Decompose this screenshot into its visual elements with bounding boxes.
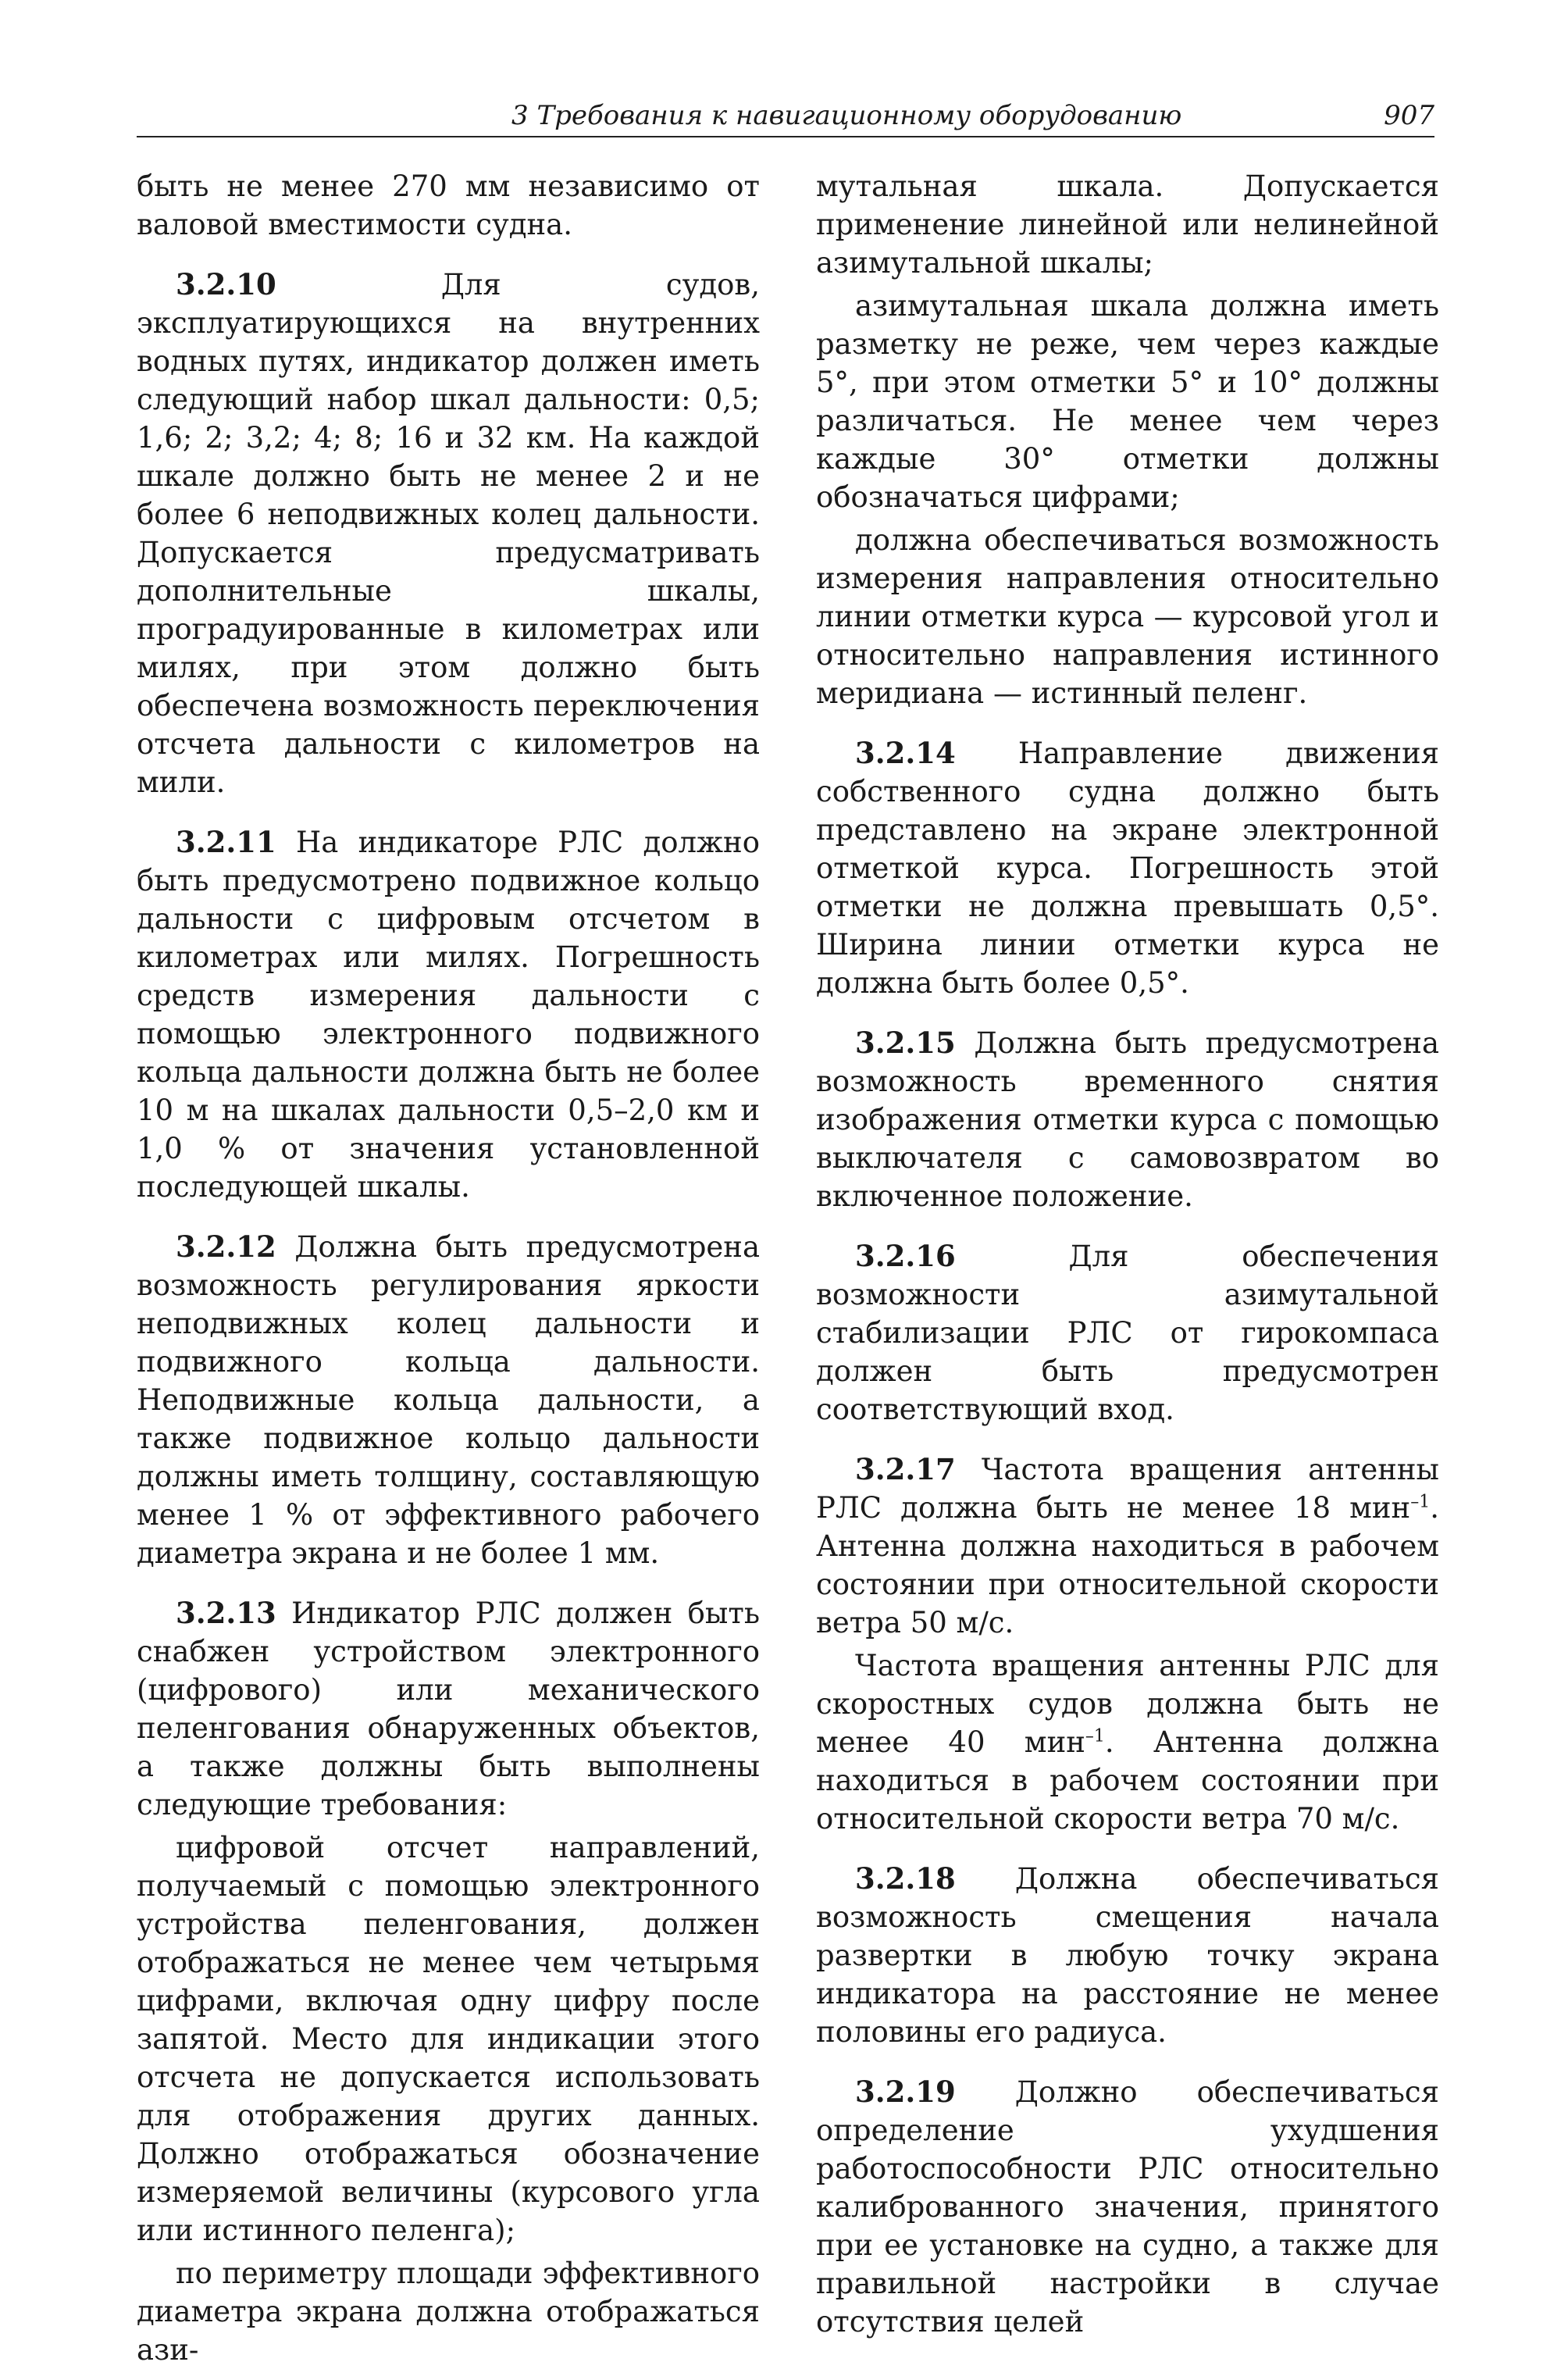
- page-number: 907: [1384, 100, 1434, 131]
- clause-text: Индикатор РЛС должен быть снабжен устройством электронного (цифрового) или механического пеленгования обнаруженных объектов, а также должны быть выполнены следующие требования:: [137, 1597, 760, 1821]
- clause-text: . Антенна должна находиться в рабочем состоянии при относительной скорости ветра 50 м/с.: [816, 1491, 1439, 1639]
- clause-number: 3.2.14: [855, 736, 956, 770]
- superscript: –1: [1085, 1726, 1105, 1746]
- clause-3-2-10: [137, 266, 760, 801]
- paragraph: [816, 1647, 1439, 1838]
- clause-number: 3.2.10: [176, 267, 276, 301]
- clause-text: Направление движения собственного судна должно быть представлено на экране электронной отметкой курса. Погрешность этой отметки не должна превышать 0,5°. Ширина линии отметки курса не должна быть более 0,5°.: [816, 737, 1440, 1000]
- clause-number: 3.2.12: [176, 1229, 276, 1264]
- list-item: азимутальная шкала должна иметь разметку не реже, чем через каждые 5°, при этом отметки 5° и 10° должны различаться. Не менее чем через каждые 30° отметки должны обозначаться цифрами;: [816, 289, 1439, 514]
- clause-text: Для обеспечения возможности азимутальной стабилизации РЛС от гирокомпаса должен быть предусмотрен соответствующий вход.: [816, 1240, 1440, 1426]
- clause-3-2-14: [816, 734, 1439, 1002]
- running-header: [137, 100, 1434, 137]
- right-column: [816, 167, 1439, 2341]
- clause-text: Должна обеспечиваться возможность смещения начала развертки в любую точку экрана индикатора на расстояние не менее половины его радиуса.: [816, 1862, 1439, 2049]
- clause-3-2-17: [816, 1450, 1439, 1642]
- clause-number: 3.2.11: [176, 825, 276, 859]
- list-item: цифровой отсчет направлений, получаемый с помощью электронного устройства пеленгования, должен отображаться не менее чем четырьмя цифрами, включая одну цифру после запятой. Место для индикации этого отсчета не допускается использовать для отображения других данных. Должно отображаться обозначение измеряемой величины (курсового угла или истинного пеленга);: [137, 1831, 760, 2247]
- clause-number: 3.2.17: [855, 1452, 956, 1486]
- paragraph-continuation: мутальная шкала. Допускается применение линейной или нелинейной азимутальной шкалы;: [816, 169, 1439, 280]
- clause-number: 3.2.16: [855, 1239, 956, 1273]
- paragraph-text: Частота вращения антенны РЛС для скоростных судов должна быть не менее 40 мин: [816, 1649, 1439, 1759]
- clause-number: 3.2.19: [855, 2075, 956, 2109]
- clause-3-2-18: [816, 1860, 1439, 2051]
- clause-3-2-19: [816, 2073, 1439, 2341]
- superscript: –1: [1410, 1492, 1431, 1512]
- clause-3-2-16: [816, 1237, 1439, 1429]
- clause-3-2-12: [137, 1228, 760, 1572]
- clause-3-2-11: [137, 823, 760, 1206]
- clause-3-2-13: [137, 1594, 760, 1824]
- clause-text: На индикаторе РЛС должно быть предусмотрено подвижное кольцо дальности с цифровым отсчетом в километрах или милях. Погрешность средств измерения дальности с помощью электронного подвижного кольца дальности должна быть не более 10 м на шкалах дальности 0,5–2,0 км и 1,0 % от значения установленной последующей шкалы.: [137, 826, 760, 1204]
- clause-number: 3.2.15: [855, 1026, 956, 1060]
- clause-3-2-15: [816, 1024, 1439, 1215]
- left-column: [137, 167, 760, 2369]
- clause-text: Должно обеспечиваться определение ухудшения работоспособности РЛС относительно калиброванного значения, принятого при ее установке на судно, а также для правильной настройки в случае отсутствия целей: [816, 2075, 1439, 2339]
- list-item: должна обеспечиваться возможность измерения направления относительно линии отметки курса — курсовой угол и относительно направления истинного меридиана — истинный пеленг.: [816, 523, 1439, 710]
- clause-text: Частота вращения антенны РЛС должна быть не менее 18 мин: [816, 1453, 1439, 1525]
- clause-text: Должна быть предусмотрена возможность регулирования яркости неподвижных колец дальности и подвижного кольца дальности. Неподвижные кольца дальности, а также подвижное кольцо дальности должны иметь толщину, составляющую менее 1 % от эффективного рабочего диаметра экрана и не более 1 мм.: [137, 1230, 760, 1570]
- clause-text: Для судов, эксплуатирующихся на внутренних водных путях, индикатор должен иметь следующий набор шкал дальности: 0,5; 1,6; 2; 3,2; 4; 8; 16 и 32 км. На каждой шкале должно быть не менее 2 и не более 6 неподвижных колец дальности. Допускается предусматривать дополнительные шкалы, проградуированные в километрах или милях, при этом должно быть обеспечена возможность переключения отсчета дальности с километров на мили.: [137, 268, 760, 799]
- clause-number: 3.2.18: [855, 1861, 956, 1896]
- clause-number: 3.2.13: [176, 1596, 276, 1630]
- paragraph-text: . Антенна должна находиться в рабочем состоянии при относительной скорости ветра 70 м/с.: [816, 1725, 1439, 1836]
- section-title: 3 Требования к навигационному оборудованию: [511, 100, 1182, 131]
- list-item: по периметру площади эффективного диаметра экрана должна отображаться ази-: [137, 2257, 760, 2367]
- clause-text: Должна быть предусмотрена возможность временного снятия изображения отметки курса с помощью выключателя с самовозвратом во включенное положение.: [816, 1026, 1439, 1213]
- paragraph-continuation: быть не менее 270 мм независимо от валовой вместимости судна.: [137, 169, 760, 241]
